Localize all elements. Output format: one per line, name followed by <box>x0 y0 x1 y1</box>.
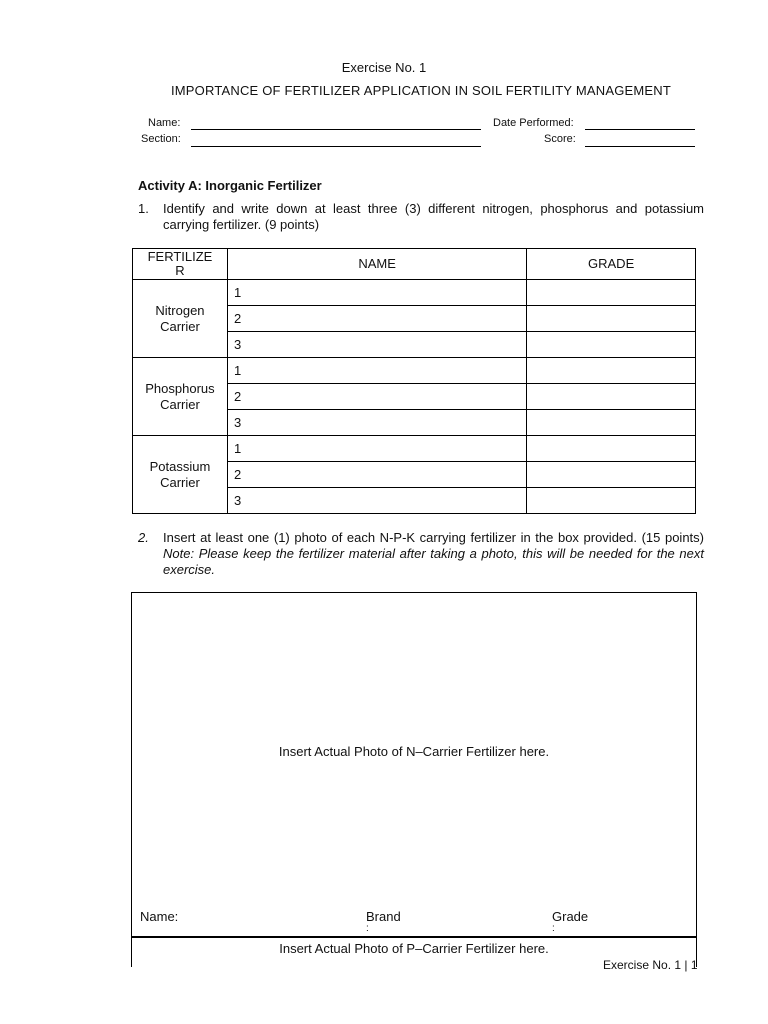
name-cell[interactable]: 2 <box>227 462 526 488</box>
name-cell[interactable]: 3 <box>227 488 526 514</box>
photo-brand-colon: : <box>366 923 369 934</box>
grade-cell[interactable] <box>527 280 696 306</box>
photo-box-n-carrier-instruction: Insert Actual Photo of N–Carrier Fertilizer here. <box>278 744 550 759</box>
section-line[interactable] <box>191 146 481 147</box>
name-line[interactable] <box>191 129 481 130</box>
question-1 <box>138 201 704 233</box>
carrier-label-potassium <box>133 436 228 514</box>
header-fertilizer: FERTILIZE R <box>133 249 228 280</box>
header-name: NAME <box>227 249 526 280</box>
photo-box-p-carrier-instruction: Insert Actual Photo of P–Carrier Fertilizer here. <box>279 941 549 956</box>
name-cell[interactable]: 1 <box>227 358 526 384</box>
name-cell[interactable]: 1 <box>227 280 526 306</box>
question-2-number: 2. <box>138 530 149 545</box>
score-line[interactable] <box>585 146 695 147</box>
exercise-number: Exercise No. 1 <box>341 60 427 75</box>
photo-grade-label: Grade <box>552 909 589 924</box>
grade-cell[interactable] <box>527 462 696 488</box>
table-header-row <box>133 249 696 280</box>
carrier-label-line2: Carrier <box>160 318 200 334</box>
question-1-number: 1. <box>138 201 149 216</box>
carrier-label-line2: Carrier <box>160 396 200 412</box>
carrier-label-phosphorus <box>133 358 228 436</box>
name-cell[interactable]: 3 <box>227 332 526 358</box>
carrier-label-line1: Potassium <box>149 458 211 474</box>
carrier-label-nitrogen <box>133 280 228 358</box>
name-cell[interactable]: 1 <box>227 436 526 462</box>
photo-brand-label: Brand <box>366 909 401 924</box>
name-cell[interactable]: 2 <box>227 306 526 332</box>
grade-cell[interactable] <box>527 410 696 436</box>
grade-cell[interactable] <box>527 358 696 384</box>
question-2-note: Note: Please keep the fertilizer material after taking a photo, this will be needed for the next exercise. <box>163 546 704 577</box>
photo-name-label: Name: <box>140 909 179 924</box>
grade-cell[interactable] <box>527 332 696 358</box>
header-grade: GRADE <box>527 249 696 280</box>
carrier-label-line1: Nitrogen <box>155 302 205 318</box>
carrier-label-line2: Carrier <box>160 474 200 490</box>
photo-box-n-carrier[interactable] <box>131 592 697 938</box>
table-row <box>133 436 696 462</box>
photo-grade-colon: : <box>552 923 555 934</box>
grade-cell[interactable] <box>527 306 696 332</box>
date-performed-label: Date Performed: <box>493 117 574 129</box>
score-label: Score: <box>544 133 576 145</box>
section-label: Section: <box>141 133 181 145</box>
name-label: Name: <box>148 117 181 129</box>
question-2-body <box>163 530 704 578</box>
grade-cell[interactable] <box>527 488 696 514</box>
name-cell[interactable]: 3 <box>227 410 526 436</box>
name-cell[interactable]: 2 <box>227 384 526 410</box>
table-row <box>133 280 696 306</box>
page-footer: Exercise No. 1 | 1 <box>603 958 698 972</box>
question-2 <box>138 530 704 578</box>
question-1-text: Identify and write down at least three (3) different nitrogen, phosphorus and potassium carrying fertilizer. (9 points) <box>163 201 704 232</box>
carrier-label-line1: Phosphorus <box>145 380 215 396</box>
grade-cell[interactable] <box>527 384 696 410</box>
grade-cell[interactable] <box>527 436 696 462</box>
table-row <box>133 358 696 384</box>
document-title: IMPORTANCE OF FERTILIZER APPLICATION IN SOIL FERTILITY MANAGEMENT <box>170 83 672 98</box>
activity-heading: Activity A: Inorganic Fertilizer <box>138 178 322 193</box>
fertilizer-table <box>132 248 696 514</box>
question-2-text: Insert at least one (1) photo of each N-P-K carrying fertilizer in the box provided. (15 points) <box>163 530 704 545</box>
date-performed-line[interactable] <box>585 129 695 130</box>
